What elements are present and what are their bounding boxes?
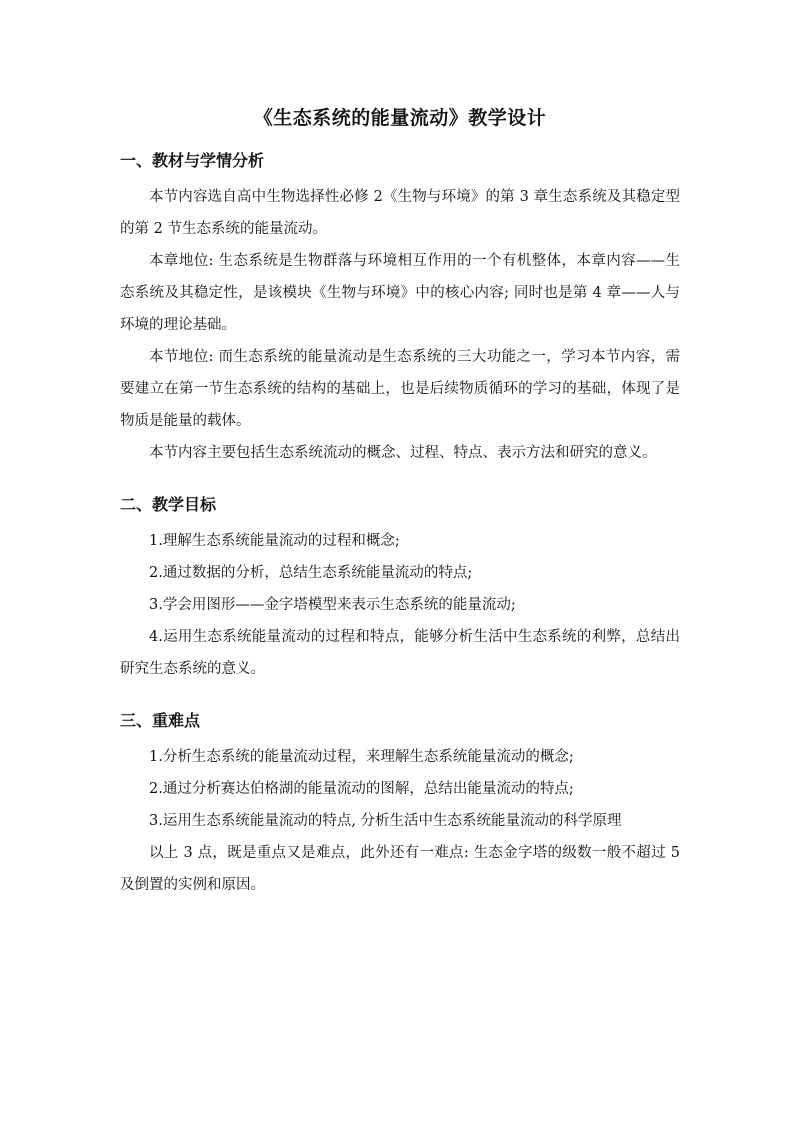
document-title: 《生态系统的能量流动》教学设计 — [253, 107, 547, 129]
list-item: 3.学会用图形——金字塔模型来表示生态系统的能量流动; — [149, 597, 516, 613]
section-heading: 二、教学目标 — [120, 495, 217, 514]
paragraph: 本节内容主要包括生态系统流动的概念、过程、特点、表示方法和研究的意义。 — [149, 445, 657, 461]
paragraph: 本章地位: 生态系统是生物群落与环境相互作用的一个有机整体，本章内容——生态系统及其稳定性，是该模块《生物与环境》中的核心内容; 同时也是第 4 章——人与环境的理论基础。 — [120, 253, 680, 333]
section-heading: 一、教材与学情分析 — [120, 151, 265, 170]
list-item: 2.通过分析赛达伯格湖的能量流动的图解，总结出能量流动的特点; — [149, 781, 574, 797]
section-teaching-goals — [120, 491, 680, 685]
paragraph: 以上 3 点，既是重点又是难点，此外还有一难点: 生态金字塔的级数一般不超过 5 及倒置的实例和原因。 — [120, 845, 680, 893]
list-item: 1.理解生态系统能量流动的过程和概念; — [149, 533, 400, 549]
list-item: 4.运用生态系统能量流动的过程和特点，能够分析生活中生态系统的利弊，总结出研究生态系统的意义。 — [120, 629, 680, 677]
paragraph: 本节地位: 而生态系统的能量流动是生态系统的三大功能之一，学习本节内容，需要建立在第一节生态系统的结构的基础上，也是后续物质循环的学习的基础，体现了是物质是能量的载体。 — [120, 349, 680, 429]
section-heading: 三、重难点 — [120, 711, 201, 730]
document-page — [120, 104, 680, 901]
list-item: 3.运用生态系统能量流动的特点, 分析生活中生态系统能量流动的科学原理 — [149, 813, 622, 829]
section-key-difficult-points — [120, 707, 680, 901]
list-item: 1.分析生态系统的能量流动过程，来理解生态系统能量流动的概念; — [149, 749, 574, 765]
paragraph: 本节内容选自高中生物选择性必修 2《生物与环境》的第 3 章生态系统及其稳定型的第 2 节生态系统的能量流动。 — [120, 189, 680, 237]
section-materials-analysis — [120, 147, 680, 469]
list-item: 2.通过数据的分析，总结生态系统能量流动的特点; — [149, 565, 473, 581]
